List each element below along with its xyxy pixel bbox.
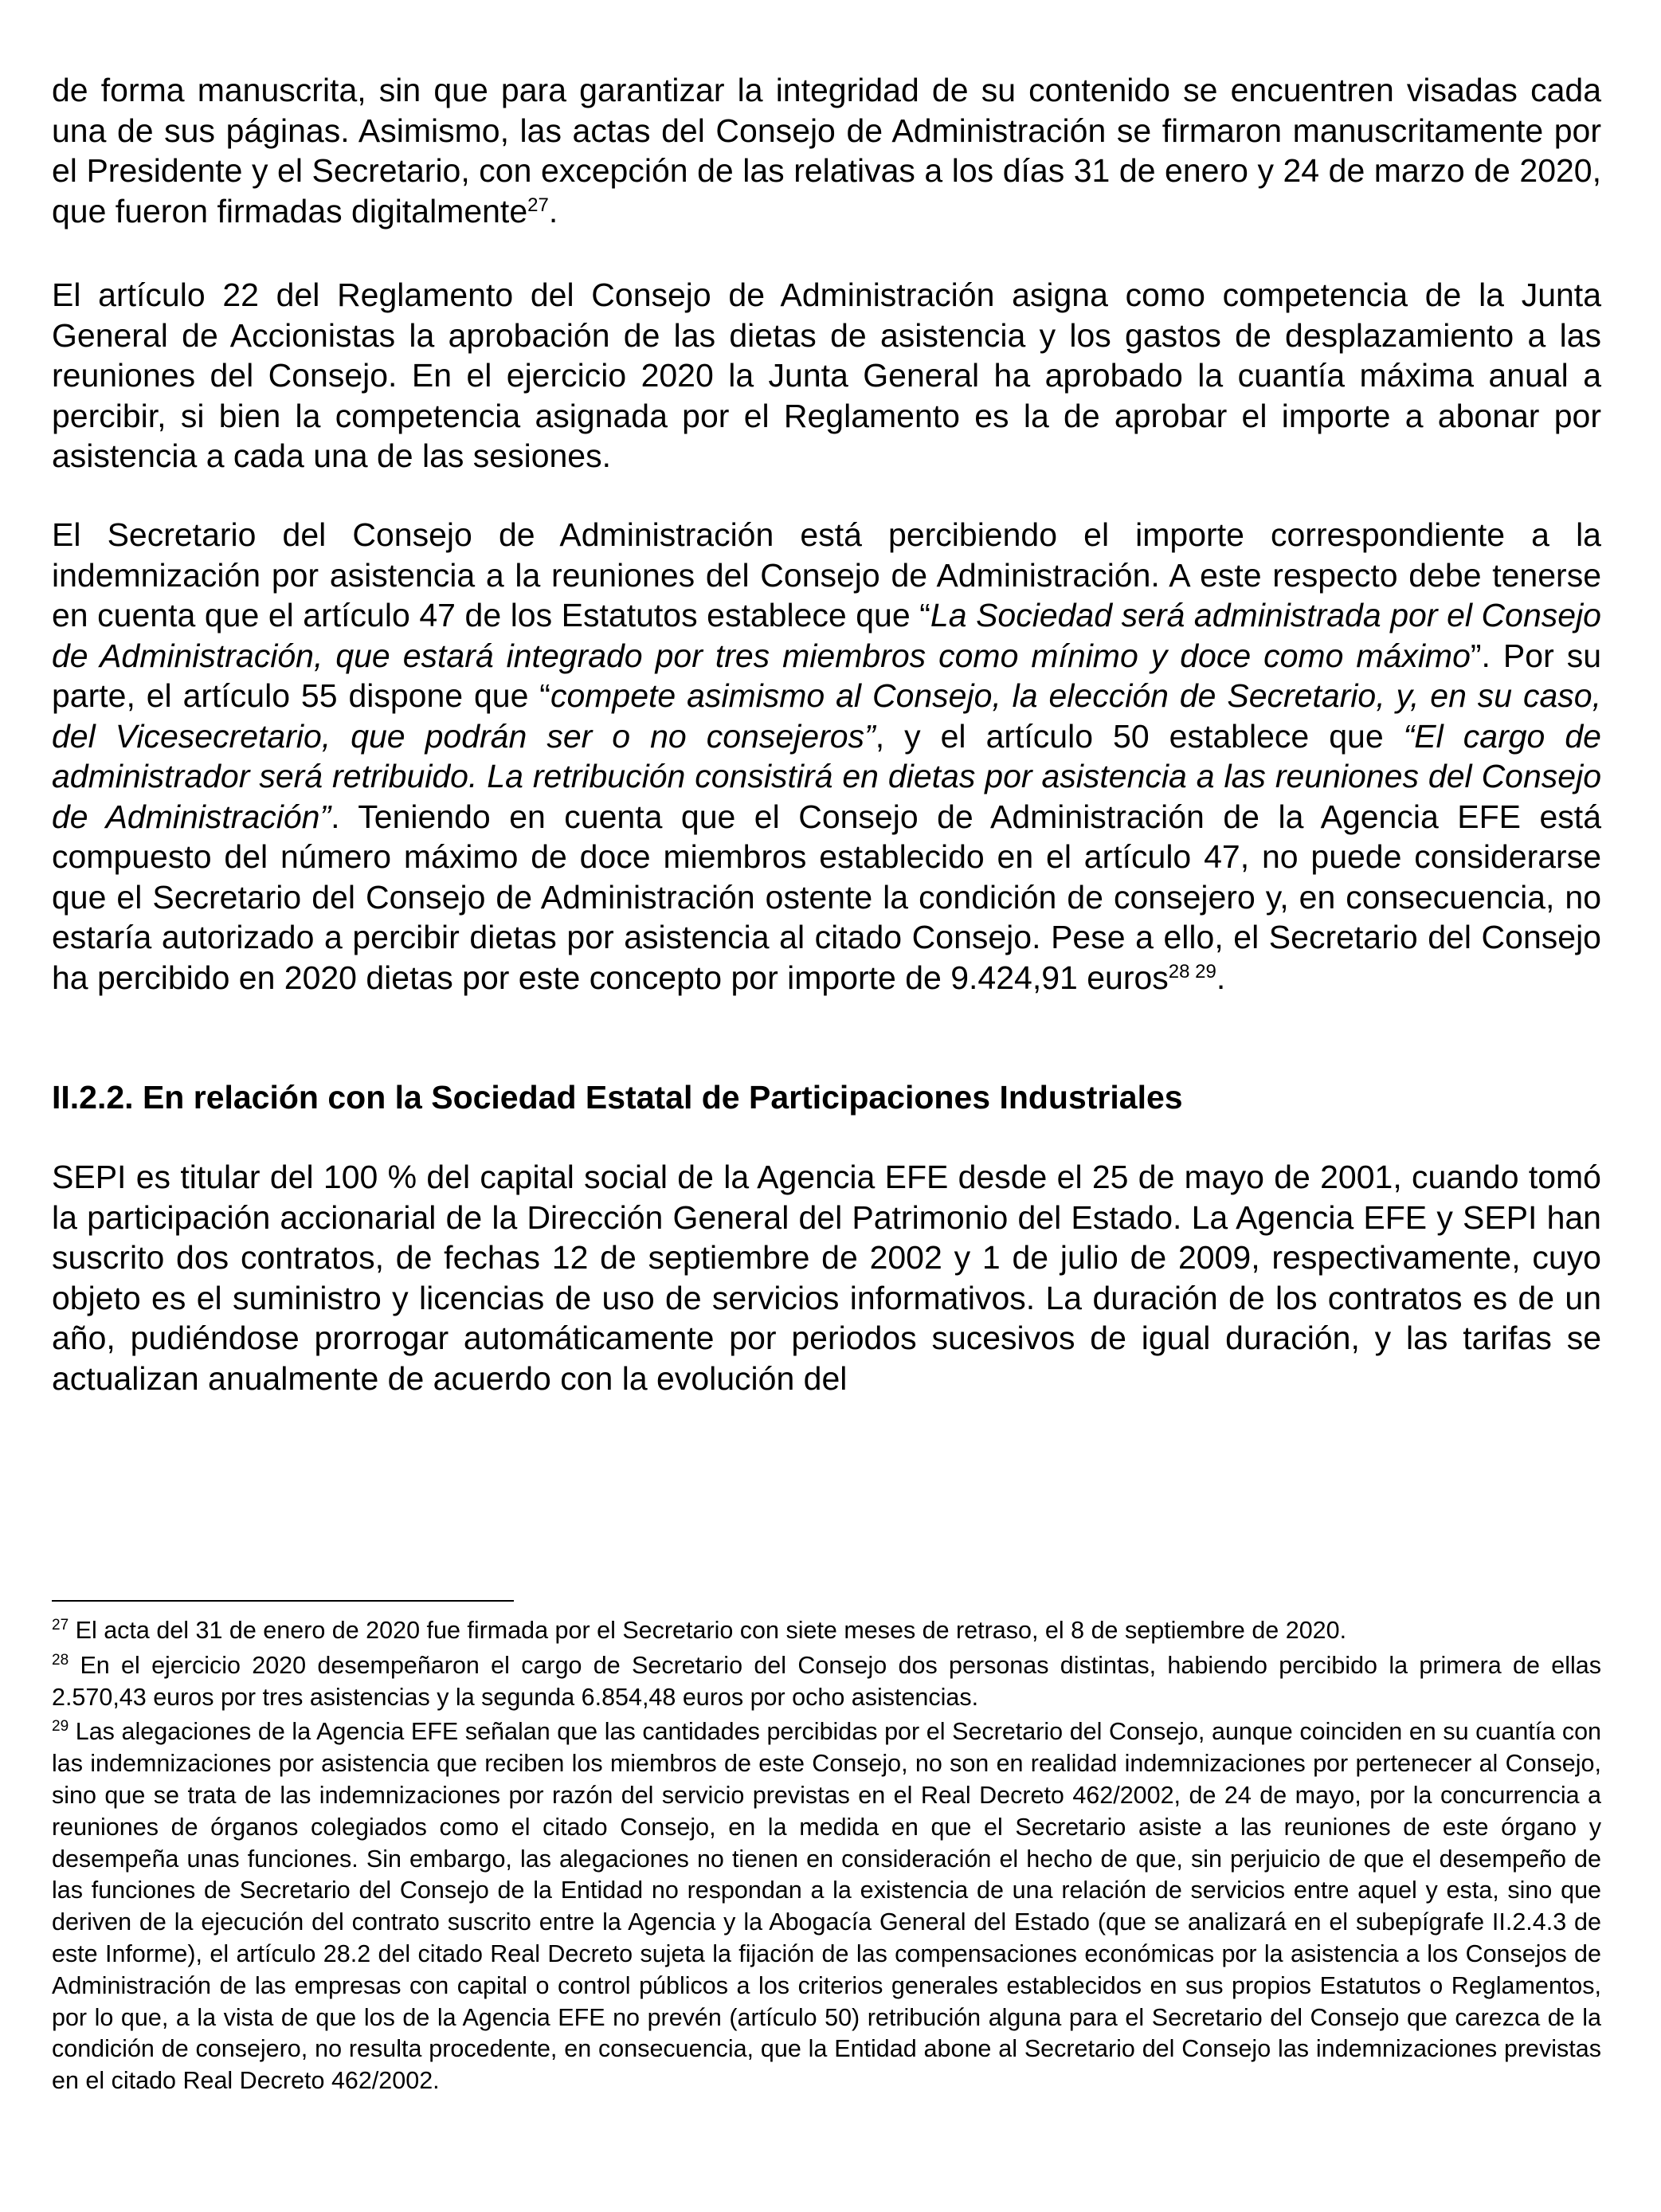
paragraph-text: ”. Por su parte, el artículo 55 dispone que “ <box>52 637 1602 714</box>
paragraph-text: . <box>548 192 558 229</box>
footnote-29 <box>52 1716 1601 2097</box>
footnote-text: Las alegaciones de la Agencia EFE señalan que las cantidades percibidas por el Secretario del Consejo, aunque coinciden en su cuantía con las indemnizaciones por asistencia que reciben los miembros de este Consejo, no son en realidad indemnizaciones por pertenecer al Consejo, sino que se trata de las indemnizaciones por razón del servicio previstas en el Real Decreto 462/2002, de 24 de mayo, por la concurrencia a reuniones de órganos colegiados como el citado Consejo, en la medida en que el Secretario asiste a las reuniones de este órgano y desempeña unas funciones. Sin embargo, las alegaciones no tienen en consideración el hecho de que, sin perjuicio de que el desempeño de las funciones de Secretario del Consejo de la Entidad no respondan a la existencia de una relación de servicios entre aquel y esta, sino que deriven de la ejecución del contrato suscrito entre la Agencia y la Abogacía General del Estado (que se analizará en el subepígrafe II.2.4.3 de este Informe), el artículo 28.2 del citado Real Decreto sujeta la fijación de las compensaciones económicas por la asistencia a los Consejos de Administración de las empresas con capital o control públicos a los criterios generales establecidos en sus propios Estatutos o Reglamentos, por lo que, a la vista de que los de la Agencia EFE no prevén (artículo 50) retribución alguna para el Secretario del Consejo que carezca de la condición de consejero, no resulta procedente, en consecuencia, que la Entidad abone al Secretario del Consejo las indemnizaciones previstas en el citado Real Decreto 462/2002. <box>52 1718 1601 2095</box>
body-paragraph-2 <box>52 275 1601 477</box>
section-heading-text: II.2.2. En relación con la Sociedad Estatal de Participaciones Industriales <box>52 1079 1183 1116</box>
quote-article-47: La Sociedad será administrada por el Consejo de Administración, que estará integrado por tres miembros como mínimo y doce como máximo <box>52 597 1601 674</box>
paragraph-text: El artículo 22 del Reglamento del Consejo de Administración asigna como competencia de la Junta General de Accionistas la aprobación de las dietas de asistencia y los gastos de desplazamiento a las reuniones del Consejo. En el ejercicio 2020 la Junta General ha aprobado la cuantía máxima anual a percibir, si bien la competencia asignada por el Reglamento es la de aprobar el importe a abonar por asistencia a cada una de las sesiones. <box>52 276 1601 474</box>
footnote-number: 29 <box>52 1718 69 1735</box>
paragraph-text: SEPI es titular del 100 % del capital social de la Agencia EFE desde el 25 de mayo de 2001, cuando tomó la participación accionarial de la Dirección General del Patrimonio del Estado. La Agencia EFE y SEPI han suscrito dos contratos, de fechas 12 de septiembre de 2002 y 1 de julio de 2009, respectivamente, cuyo objeto es el suministro y licencias de uso de servicios informativos. La duración de los contratos es de un año, pudiéndose prorrogar automáticamente por periodos sucesivos de igual duración, y las tarifas se actualizan anualmente de acuerdo con la evolución del <box>52 1159 1601 1397</box>
quote-article-55: compete asimismo al Consejo, la elección de Secretario, y, en su caso, del Vicesecretario, que podrán ser o no consejeros” <box>52 677 1601 755</box>
footnote-ref-27[interactable]: 27 <box>527 194 549 216</box>
footnote-ref-29[interactable]: 29 <box>1195 960 1216 982</box>
footnote-number: 28 <box>52 1651 69 1669</box>
footnote-text: El acta del 31 de enero de 2020 fue firmada por el Secretario con siete meses de retraso, el 8 de septiembre de 2020. <box>69 1617 1347 1644</box>
paragraph-text: . Teniendo en cuenta que el Consejo de Administración de la Agencia EFE está compuesto del número máximo de doce miembros establecido en el artículo 47, no puede considerarse que el Secretario del Consejo de Administración ostente la condición de consejero y, en consecuencia, no estaría autorizado a percibir dietas por asistencia al citado Consejo. Pese a ello, el Secretario del Consejo ha percibido en 2020 dietas por este concepto por importe de 9.424,91 euros <box>52 798 1602 996</box>
footnote-ref-28[interactable]: 28 <box>1168 960 1190 982</box>
footnotes <box>52 1615 1601 2097</box>
section-heading <box>52 1077 1601 1118</box>
footnote-number: 27 <box>52 1617 69 1634</box>
quote-article-50: “El cargo de administrador será retribuido. La retribución consistirá en dietas por asistencia a las reuniones del Consejo de Administración” <box>52 717 1601 835</box>
body-paragraph-1 <box>52 70 1601 231</box>
footnote-28 <box>52 1650 1601 1714</box>
body-paragraph-3 <box>52 515 1601 998</box>
body-paragraph-4 <box>52 1157 1601 1398</box>
paragraph-text: de forma manuscrita, sin que para garantizar la integridad de su contenido se encuentren visadas cada una de sus páginas. Asimismo, las actas del Consejo de Administración se firmaron manuscritamente por el Presidente y el Secretario, con excepción de las relativas a los días 31 de enero y 24 de marzo de 2020, que fueron firmadas digitalmente <box>52 72 1601 229</box>
paragraph-text: , y el artículo 50 establece que <box>875 717 1404 755</box>
footnote-text: En el ejercicio 2020 desempeñaron el cargo de Secretario del Consejo dos personas distintas, habiendo percibido la primera de ellas 2.570,43 euros por tres asistencias y la segunda 6.854,48 euros por ocho asistencias. <box>52 1651 1601 1711</box>
paragraph-text: El Secretario del Consejo de Administración está percibiendo el importe correspondiente a la indemnización por asistencia a la reuniones del Consejo de Administración. A este respecto debe tenerse en cuenta que el artículo 47 de los Estatutos establece que “ <box>52 516 1601 633</box>
footnote-27 <box>52 1615 1601 1647</box>
footnote-separator <box>52 1600 514 1602</box>
paragraph-text: . <box>1216 959 1226 996</box>
